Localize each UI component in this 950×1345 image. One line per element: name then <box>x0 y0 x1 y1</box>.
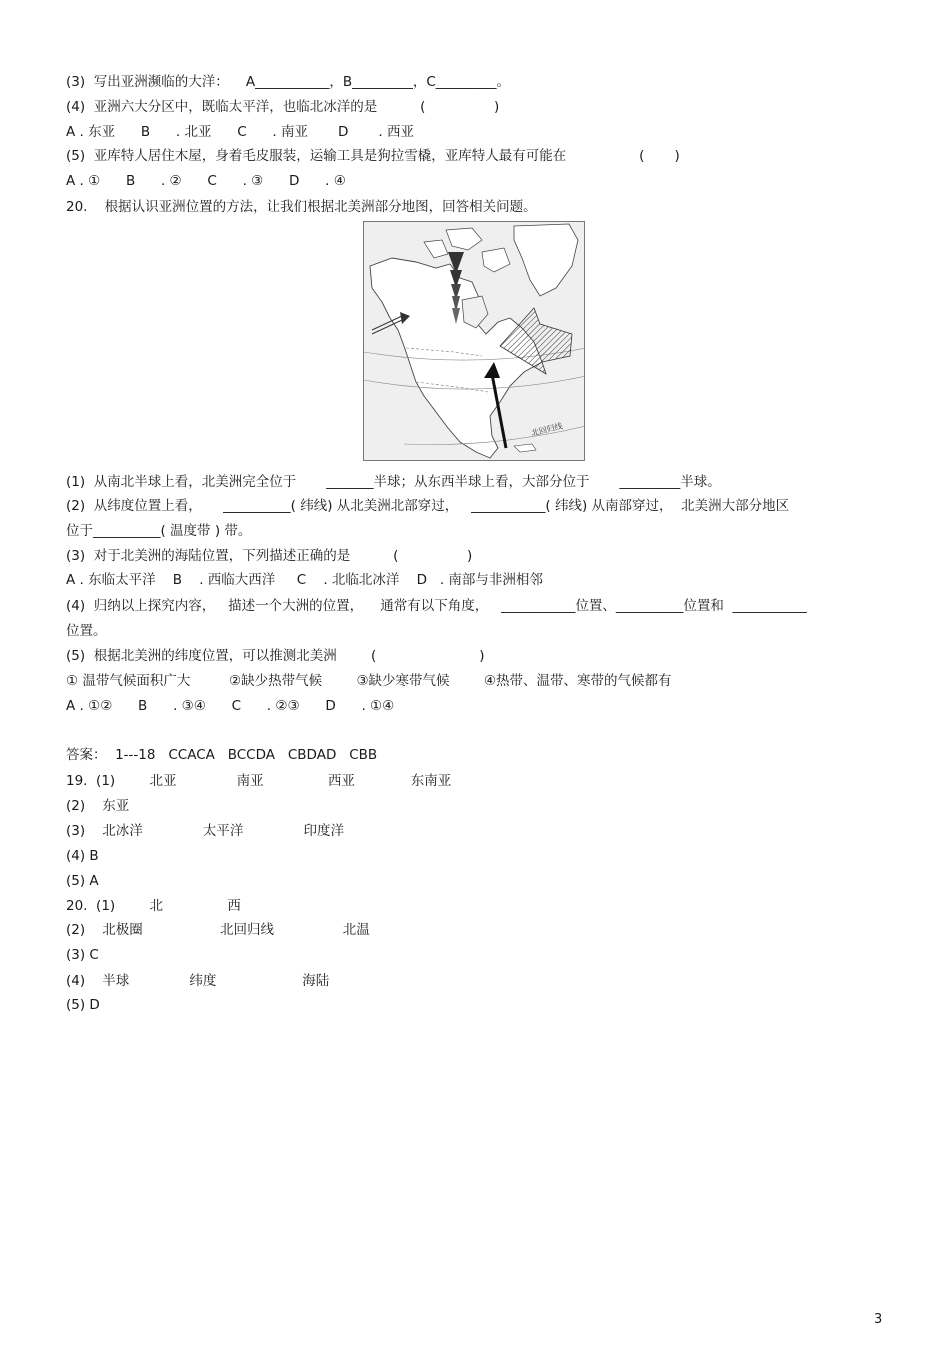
q20-title: 20. 根据认识亚洲位置的方法，让我们根据北美洲部分地图，回答相关问题。 <box>66 199 537 215</box>
q20-5-list: ① 温带气候面积广大 ②缺少热带气候 ③缺少寒带气候 ④热带、温带、寒带的气候都有 <box>66 673 672 689</box>
answer-mc: 答案： 1---18 CCACA BCCDA CBDAD CBB <box>66 747 378 763</box>
q20-1: (1) 从南北半球上看，北美洲完全位于 _______半球；从东西半球上看，大部分位于 _________半球。 <box>66 474 721 490</box>
q19-4-options: A . 东亚 B . 北亚 C . 南亚 D . 西亚 <box>66 124 415 140</box>
answer-20-2: (2) 北极圈 北回归线 北温 <box>66 922 370 938</box>
tropic-label: 北回归线 <box>530 421 564 438</box>
answer-19-4: (4) B <box>66 848 99 864</box>
answer-20-4: (4) 半球 纬度 海陆 <box>66 973 330 989</box>
answer-19-1: 19. (1) 北亚 南亚 西亚 东南亚 <box>66 773 452 789</box>
map-svg <box>364 222 585 461</box>
north-america-map <box>363 221 585 461</box>
q19-3: (3) 写出亚洲濒临的大洋： A___________，B_________，C_________。 <box>66 74 511 90</box>
q20-4-line1: (4) 归纳以上探究内容， 描述一个大洲的位置， 通常有以下角度， ___________位置、__________位置和 ___________ <box>66 598 807 614</box>
q20-5-options: A . ①② B . ③④ C . ②③ D . ①④ <box>66 698 395 714</box>
q20-2-line2: 位于__________( 温度带 ) 带。 <box>66 523 252 539</box>
answer-19-3: (3) 北冰洋 太平洋 印度洋 <box>66 823 344 839</box>
answer-19-2: (2) 东亚 <box>66 798 130 814</box>
q20-2-line1: (2) 从纬度位置上看， __________( 纬线) 从北美洲北部穿过， ___________( 纬线) 从南部穿过， 北美洲大部分地区 <box>66 498 790 514</box>
page-number: 3 <box>874 1312 883 1327</box>
answer-19-5: (5) A <box>66 873 99 889</box>
q20-4-line2: 位置。 <box>66 623 107 639</box>
answer-20-1: 20. (1) 北 西 <box>66 898 241 914</box>
q20-3: (3) 对于北美洲的海陆位置，下列描述正确的是 ( ) <box>66 548 473 564</box>
q20-3-options: A . 东临太平洋 B . 西临大西洋 C . 北临北冰洋 D . 南部与非洲相邻 <box>66 572 543 588</box>
q19-5: (5) 亚库特人居住木屋，身着毛皮服装，运输工具是狗拉雪橇，亚库特人最有可能在 ( ) <box>66 148 680 164</box>
q19-5-options: A . ① B . ② C . ③ D . ④ <box>66 173 346 189</box>
answer-20-5: (5) D <box>66 997 100 1013</box>
q20-5: (5) 根据北美洲的纬度位置，可以推测北美洲 ( ) <box>66 648 485 664</box>
answer-20-3: (3) C <box>66 947 99 963</box>
q19-4: (4) 亚洲六大分区中，既临太平洋，也临北冰洋的是 ( ) <box>66 99 500 115</box>
